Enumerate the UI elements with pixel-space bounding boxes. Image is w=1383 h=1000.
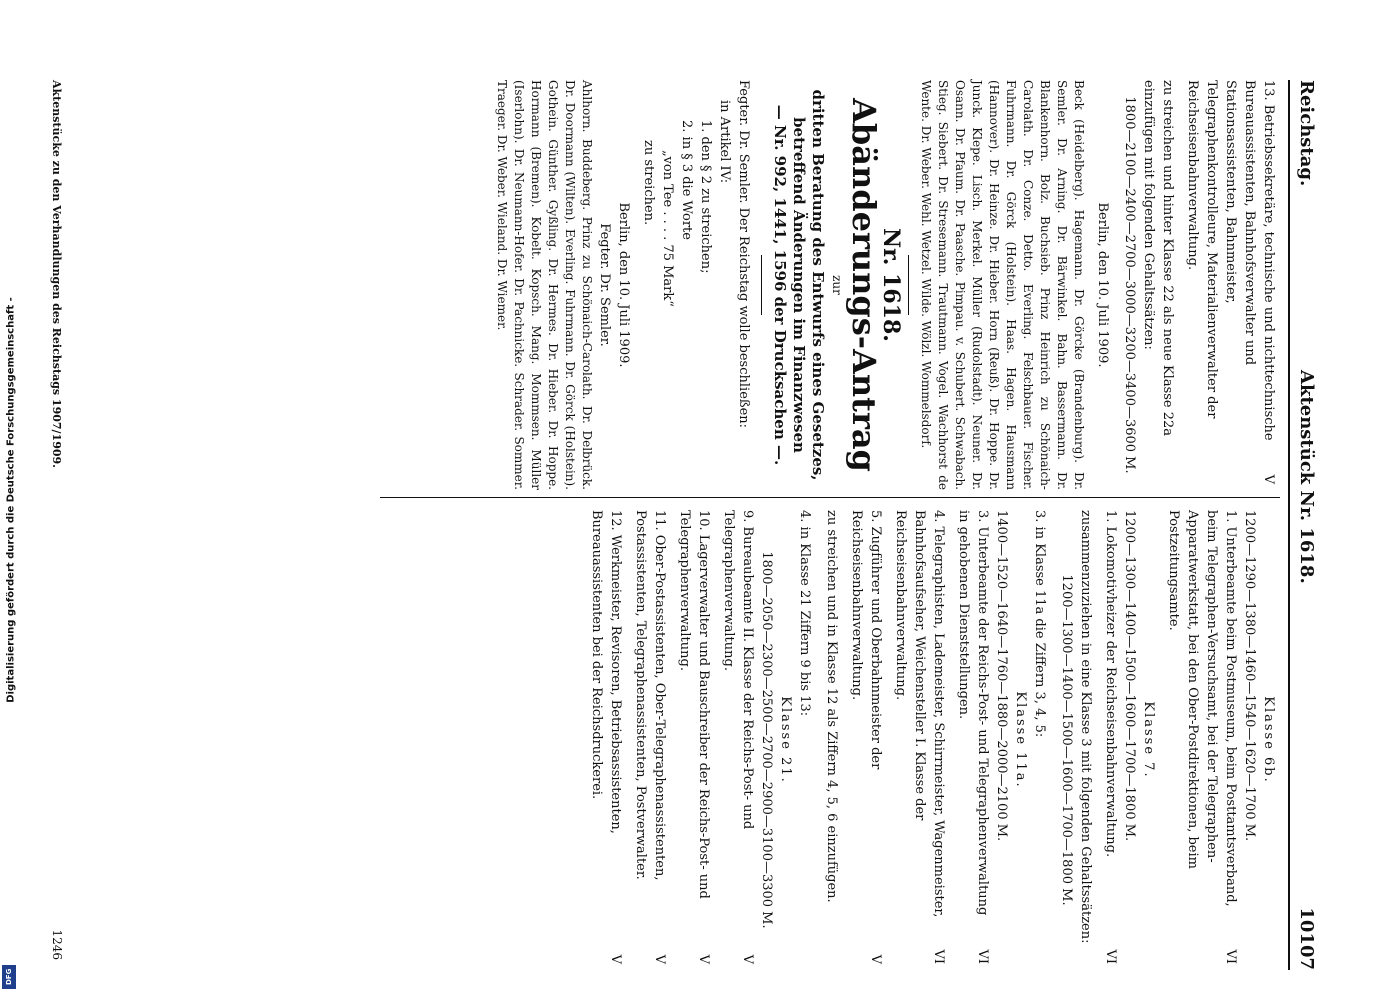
- item-1: 1. den § 2 zu streichen;: [698, 120, 713, 274]
- page-header: [1288, 80, 1330, 970]
- separator-1: [908, 255, 909, 315]
- document-page: [30, 0, 1360, 1000]
- signers: Fegter. Dr. Semler.: [597, 223, 612, 347]
- entry-text: 5. Zugführer und Oberbahnmeister der Reichseisenbahnverwaltung.: [849, 510, 883, 770]
- entry-class: V: [608, 954, 623, 964]
- column-divider: [380, 497, 1280, 498]
- header-aktenstueck: Aktenstück Nr. 1618.: [1296, 370, 1317, 584]
- continuation-text: 13. Betriebssekretäre, technische und nichttechnische Bureauassistenten, Bahnhofsverwalter und Stationsassistenten, Bahnmeister, Telegraphenkontrolleure, Materialienverwalter der Reichseisenbahnverwaltung.: [1185, 80, 1276, 441]
- proposal-intro: Fegter. Dr. Semler. Der Reichstag wolle beschließen:: [736, 80, 751, 429]
- entry-class: V: [740, 954, 755, 964]
- footer-reference: Aktenstücke zu den Verhandlungen des Reichstags 1907/1909.: [50, 80, 63, 468]
- entry-text: 10. Lagerverwalter und Bauschreiber der Reichs-Post- und Telegraphenverwaltung.: [677, 510, 711, 899]
- continuation-entry: [1183, 80, 1278, 490]
- entry-21-9: [719, 510, 757, 970]
- right-column: [581, 510, 1278, 970]
- header-page-number: 10107: [1296, 907, 1317, 970]
- entry-11a-5: [847, 510, 885, 970]
- date-2: Berlin, den 10. Juli 1909.: [616, 202, 631, 368]
- entry-6b-class: VI: [1223, 949, 1238, 964]
- salary-combined: 1200—1300—1400—1500—1600—1700—1800 M.: [1059, 574, 1074, 906]
- item-2: 2. in § 3 die Worte: [679, 120, 694, 240]
- item-2-quote: „von Tee . . . . 75 Mark“: [660, 150, 675, 307]
- rotated-page: [30, 0, 1360, 1000]
- entry-21-10: [675, 510, 713, 970]
- salary-7: 1200—1300—1400—1500—1600—1700—1800 M.: [1122, 510, 1137, 842]
- date-1: Berlin, den 10. Juli 1909.: [1095, 202, 1110, 368]
- signatories-1: Beck (Heidelberg). Hagemann. Dr. Görcke (Brandenburg). Dr. Semler. Dr. Arning. Dr. Bärwinkel. Bahn. Bassermann. Dr. Blankenhorn. Bolz. Buchsieb. Prinz Heinrich zu Schönaich-Carolath. Dr. Conze. Detto. Everling. Felschbauer. Fischer. Fuhrmann. Dr. Görck (Holstein). Haas. Hagen. Hausmann (Hannover). Dr. Heinze. Dr. Hieber. Horn (Reuß). Dr. Hoppe. Dr. Junck. Klepe. Lisch. Merkel. Müller (Rudolstadt). Neuner. Dr. Osann. Dr. Pfaum. Dr. Paasche. Pimpau. v. Schubert. Schwabach. Stieg. Siebert. Dr. Stresemann. Trautmann. Vogel. Wachhorst de Wente. Dr. Weber. Wehl. Wetzel. Wilde. Wölzl. Wommelsdorf.: [919, 80, 1086, 490]
- salary-6b: 1200—1290—1380—1460—1540—1620—1700 M.: [1242, 510, 1257, 842]
- drucksachen-ref: — Nr. 992, 1441, 1596 der Drucksachen —.: [771, 104, 789, 466]
- strike-text: zu streichen und in Klasse 12 als Ziffern 4, 5, 6 einzufügen.: [824, 510, 839, 903]
- klasse-21-heading: Klasse 21.: [778, 696, 793, 784]
- entry-class: V: [652, 954, 667, 964]
- entry-7-text: 1. Lokomotivheizer der Reichseisenbahnverwaltung.: [1103, 510, 1118, 858]
- footer-page-number: 1246: [50, 929, 64, 960]
- signatories-2: Ahlhorn. Buddeberg. Prinz zu Schönaich-Carolath. Dr. Delbrück. Dr. Doormann (Wilten). Everling. Fuhrmann. Dr. Görck (Holstein). Gothein. Günther. Gyßling. Dr. Hermes. Dr. Hieber. Dr. Hoppe. Hormann (Bremen). Kobelt. Kopsch. Mang. Mommsen. Müller (Iserlohn). Dr. Neumann-Hofer. Dr. Pachnicke. Schrader. Sommer. Traeger. Dr. Weber. Wieland. Dr. Wiemer.: [495, 80, 594, 490]
- entry-text: 3. Unterbeamte der Reichs-Post- und Telegraphenverwaltung in gehobenen Dienststellungen.: [956, 510, 990, 916]
- entry-6b: [1164, 510, 1240, 970]
- combine-text: zusammenzuziehen in eine Klasse 3 mit folgenden Gehaltssätzen:: [1078, 510, 1093, 944]
- zur-label: zur: [830, 275, 844, 295]
- artikel-label: in Artikel IV:: [717, 100, 732, 184]
- insert-salary: 1800—2100—2400—2700—3000—3200—3400—3600 M.: [1122, 96, 1137, 474]
- entry-7-class: VI: [1103, 949, 1118, 964]
- digitization-credit: Digitalisierung gefördert durch die Deutsche Forschungsgemeinschaft -: [5, 297, 17, 703]
- entry-text: 4. Telegraphisten, Lademeister, Schirrmeister, Wagenmeister, Bahnhofsaufseher, Weichensteller I. Klasse der Reichseisenbahnverwaltung.: [893, 510, 946, 918]
- entry-11a-4: [891, 510, 948, 970]
- step-3: 3. in Klasse 11a die Ziffern 3, 4, 5:: [1032, 510, 1047, 738]
- entry-11a-3: [954, 510, 992, 970]
- entry-21-12: [587, 510, 625, 970]
- digitization-strip: [0, 0, 22, 1000]
- entry-text: 9. Bureaubeamte II. Klasse der Reichs-Post- und Telegraphenverwaltung.: [721, 510, 755, 830]
- klasse-11a-heading: Klasse 11a.: [1013, 691, 1028, 789]
- insert-text: zu streichen und hinter Klasse 22 als neue Klasse 22a einzufügen mit folgenden Gehaltssätzen:: [1141, 80, 1175, 437]
- entry-text: 12. Werkmeister, Revisoren, Betriebsassistenten, Bureauassistenten bei der Reichsdruckerei.: [589, 510, 623, 834]
- entry-class: VI: [931, 949, 946, 964]
- entry-class: V: [868, 954, 883, 964]
- entry-text: 11. Ober-Postassistenten, Ober-Telegraphenassistenten, Postassistenten, Telegraphenassistenten, Postverwalter.: [633, 510, 667, 881]
- entry-7: [1101, 510, 1120, 970]
- item-2-tail: zu streichen.: [641, 140, 656, 226]
- dfg-logo: DFG: [2, 965, 16, 989]
- document-number: Nr. 1618.: [878, 228, 904, 342]
- entry-21-11: [631, 510, 669, 970]
- klasse-7-heading: Klasse 7.: [1141, 701, 1156, 779]
- step-4: 4. in Klasse 21 Ziffern 9 bis 13:: [797, 510, 812, 717]
- klasse-6b-heading: Klasse 6b.: [1261, 696, 1276, 784]
- entry-class: V: [696, 954, 711, 964]
- salary-11a: 1400—1520—1640—1760—1880—2000—2100 M.: [994, 510, 1009, 842]
- continuation-class: V: [1261, 474, 1276, 484]
- entry-class: VI: [975, 949, 990, 964]
- antrag-title: Abänderungs-Antrag: [845, 98, 883, 472]
- beratung-text: dritten Beratung des Entwurfs eines Gesetzes, betreffend Änderungen im Finanzwesen: [790, 89, 827, 481]
- separator-2: [761, 255, 762, 315]
- left-column: [493, 80, 1278, 490]
- header-reichstag: Reichstag.: [1296, 80, 1317, 187]
- entry-6b-text: 1. Unterbeamte beim Postmuseum, beim Posttamtsverband, beim Telegraphen-Versuchsamt, bei der Telegraphen-Apparatwerkstatt, bei den Ober-Postdirektionen, beim Postzeitungsamte.: [1166, 510, 1238, 907]
- salary-21: 1800—2050—2300—2500—2700—2900—3100—3300 M.: [759, 551, 774, 929]
